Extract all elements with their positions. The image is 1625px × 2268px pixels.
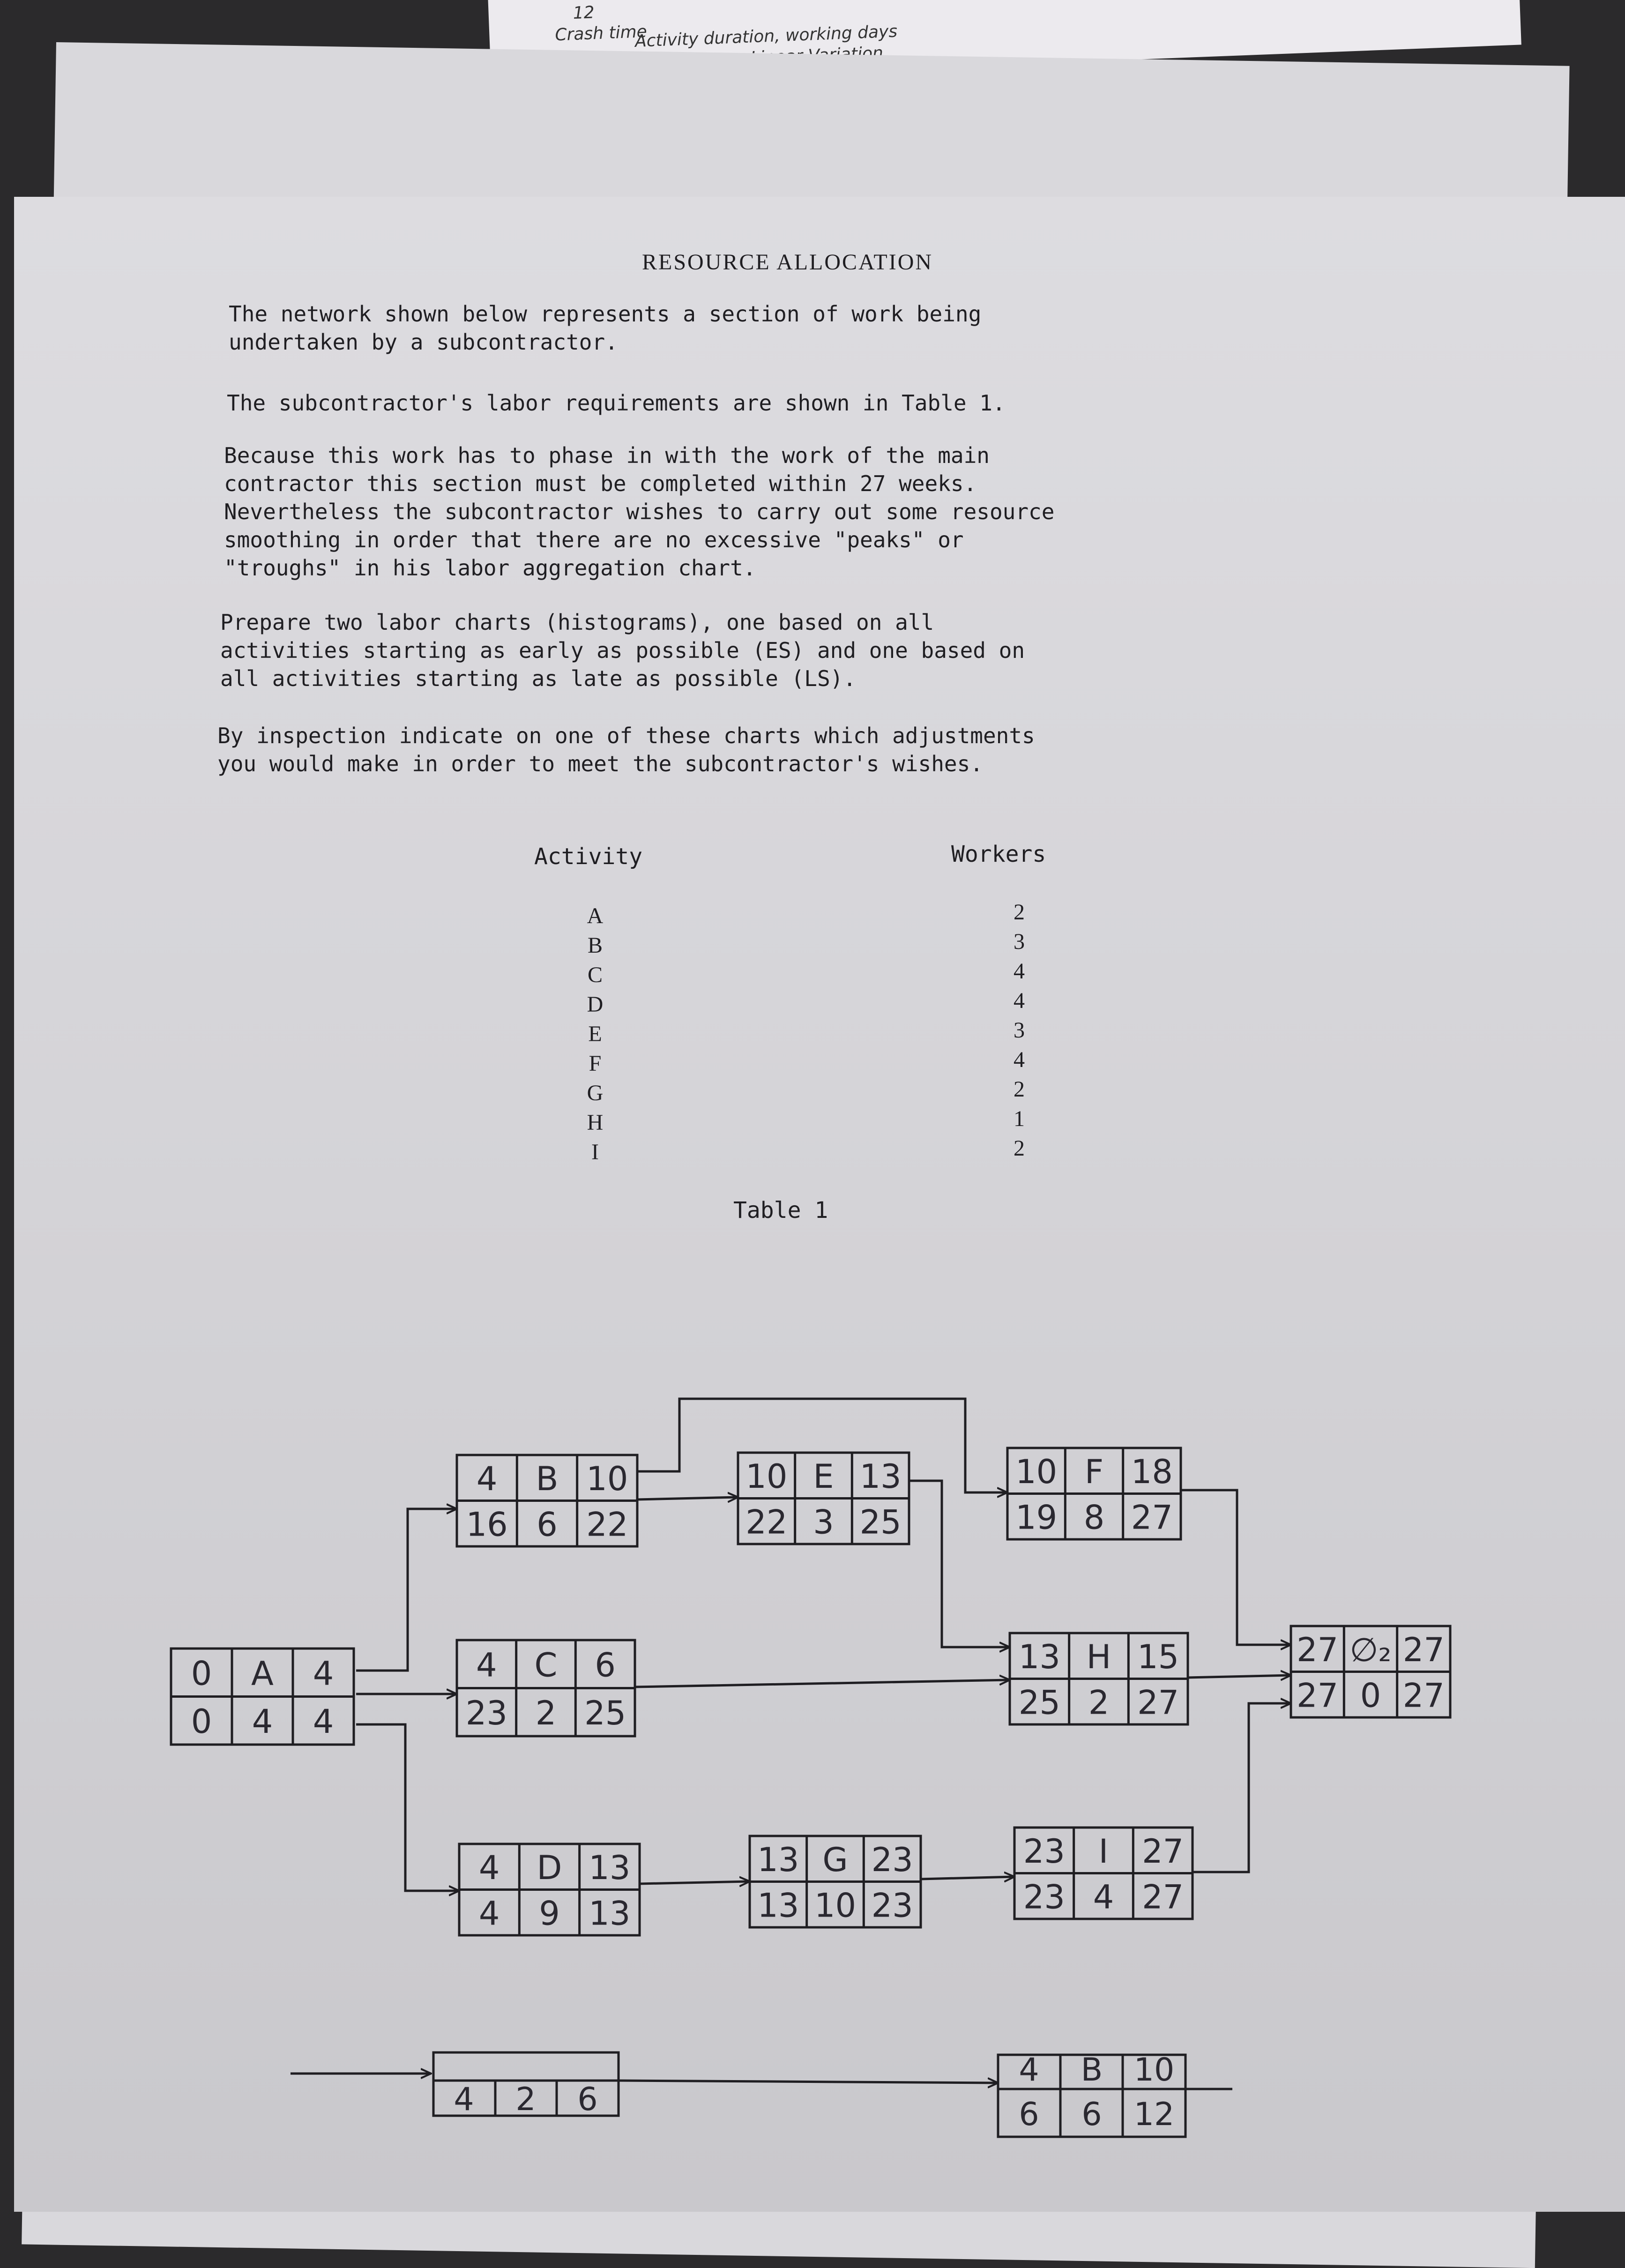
node-late-finish: 27 — [1402, 1676, 1445, 1715]
top-sheet-number: 12 — [572, 3, 595, 23]
node-duration: 4 — [252, 1702, 273, 1741]
node-late-finish: 27 — [1131, 1498, 1173, 1537]
partial-node-value: 4 — [1019, 2052, 1039, 2089]
node-late-finish: 27 — [1142, 1878, 1184, 1917]
node-early-finish: 4 — [313, 1654, 334, 1693]
top-sheet-crash-time: Crash time — [554, 22, 648, 45]
table-header-activity: Activity — [534, 843, 643, 870]
activity-node-E — [738, 1453, 909, 1544]
node-late-start: 27 — [1297, 1676, 1339, 1715]
node-activity-name: C — [534, 1646, 558, 1685]
table-header-workers: Workers — [951, 841, 1046, 867]
node-early-start: 4 — [478, 1848, 500, 1887]
node-early-start: 13 — [757, 1840, 799, 1879]
node-late-start: 4 — [478, 1894, 500, 1933]
activity-node-B — [457, 1455, 637, 1546]
node-duration: 0 — [1360, 1676, 1381, 1715]
link-partial-lower — [619, 2081, 998, 2083]
node-activity-name: A — [251, 1654, 274, 1693]
node-late-start: 16 — [466, 1505, 508, 1544]
partial-node-value: 2 — [515, 2081, 536, 2118]
node-early-start: 10 — [1015, 1452, 1058, 1491]
node-duration: 3 — [813, 1503, 834, 1542]
node-late-start: 22 — [745, 1503, 788, 1542]
node-late-start: 19 — [1015, 1498, 1058, 1537]
partial-node-lower-left — [433, 2052, 619, 2118]
node-activity-name: I — [1098, 1832, 1109, 1871]
node-late-start: 23 — [1023, 1878, 1065, 1917]
paragraph-5: By inspection indicate on one of these charts which adjustments you would make in order to meet the subcontractor's wishes. — [217, 723, 1035, 776]
table-cell-workers: 2 — [1014, 900, 1025, 925]
node-late-finish: 23 — [871, 1886, 913, 1925]
table-cell-activity: F — [589, 1051, 602, 1076]
activity-node-G — [750, 1836, 921, 1927]
node-activity-name: H — [1086, 1637, 1111, 1676]
table-cell-activity: C — [587, 962, 603, 987]
table-cell-workers: 3 — [1014, 929, 1025, 954]
activity-node-A — [171, 1649, 354, 1745]
activity-node-I — [1014, 1828, 1193, 1919]
link-a-d — [356, 1724, 459, 1891]
node-duration: 9 — [539, 1894, 560, 1933]
node-duration: 2 — [535, 1694, 557, 1732]
node-early-start: 10 — [745, 1457, 788, 1496]
node-late-start: 23 — [465, 1694, 507, 1732]
node-early-finish: 13 — [859, 1457, 902, 1496]
node-early-finish: 27 — [1142, 1832, 1184, 1871]
activity-node-C — [457, 1640, 635, 1736]
table-cell-activity: I — [591, 1140, 599, 1164]
activity-node-D — [459, 1844, 640, 1935]
paragraph-1: The network shown below represents a section of work being undertaken by a subcontractor. — [229, 301, 982, 355]
node-early-finish: 27 — [1402, 1630, 1445, 1669]
node-late-finish: 25 — [584, 1694, 626, 1732]
activity-node-H — [1010, 1633, 1188, 1724]
table-cell-workers: 4 — [1014, 1047, 1025, 1072]
link-b-e — [637, 1497, 738, 1500]
node-activity-name: F — [1084, 1452, 1104, 1491]
top-sheet-activity-duration: Activity duration, working days — [634, 22, 898, 51]
activity-node-end — [1291, 1626, 1450, 1717]
table-cell-workers: 2 — [1014, 1077, 1025, 1102]
partial-node-value: 6 — [1019, 2096, 1039, 2133]
node-duration: 4 — [1093, 1878, 1114, 1917]
node-early-start: 4 — [476, 1459, 498, 1498]
table-cell-activity: H — [587, 1110, 604, 1135]
node-duration: 6 — [537, 1505, 558, 1544]
node-early-start: 4 — [476, 1646, 497, 1685]
node-early-finish: 6 — [595, 1646, 616, 1685]
node-late-finish: 22 — [586, 1505, 628, 1544]
node-early-finish: 23 — [871, 1840, 913, 1879]
node-early-finish: 13 — [589, 1848, 631, 1887]
node-activity-name: E — [813, 1457, 834, 1496]
node-early-finish: 15 — [1137, 1637, 1179, 1676]
node-late-start: 13 — [757, 1886, 799, 1925]
network-nodes — [171, 1448, 1450, 2137]
node-late-finish: 27 — [1137, 1683, 1179, 1722]
partial-node-value: B — [1081, 2052, 1103, 2089]
document-title: RESOURCE ALLOCATION — [642, 250, 933, 275]
table-cell-activity: G — [587, 1081, 604, 1105]
table-cell-workers: 4 — [1014, 988, 1025, 1013]
table-cell-workers: 4 — [1014, 959, 1025, 984]
node-late-finish: 13 — [589, 1894, 631, 1933]
paragraph-3: Because this work has to phase in with the work of the main contractor this section must be completed within 27 weeks. Nevertheless the subcontractor wishes to carry out some resource smoothing in order that there are no excessive "peaks" or "troughs" in his labor aggregation chart. — [224, 443, 1055, 581]
paragraph-2: The subcontractor's labor requirements are shown in Table 1. — [227, 390, 1006, 416]
node-activity-name: ∅₂ — [1349, 1630, 1392, 1669]
node-early-start: 0 — [191, 1654, 212, 1693]
partial-node-value: 10 — [1133, 2052, 1175, 2089]
node-duration: 10 — [814, 1886, 857, 1925]
node-late-finish: 4 — [313, 1702, 334, 1741]
node-activity-name: B — [536, 1459, 559, 1498]
node-late-finish: 25 — [859, 1503, 902, 1542]
partial-node-lower-right — [998, 2052, 1232, 2137]
link-c-h — [635, 1680, 1010, 1687]
partial-node-value: 4 — [454, 2081, 474, 2118]
node-late-start: 0 — [191, 1702, 212, 1741]
table-cell-workers: 3 — [1014, 1018, 1025, 1043]
partial-node-value: 6 — [577, 2081, 598, 2118]
node-early-start: 27 — [1297, 1630, 1339, 1669]
table-cell-workers: 2 — [1014, 1136, 1025, 1161]
table-cell-activity: A — [587, 903, 604, 928]
table-cell-activity: E — [588, 1022, 602, 1046]
table-cell-activity: B — [587, 933, 603, 958]
link-e-h — [909, 1481, 1010, 1647]
link-d-g — [640, 1881, 750, 1884]
node-late-start: 25 — [1018, 1683, 1060, 1722]
table-caption: Table 1 — [733, 1197, 828, 1224]
node-early-start: 23 — [1023, 1832, 1065, 1871]
link-g-i — [921, 1877, 1014, 1879]
link-h-end — [1188, 1675, 1291, 1678]
node-early-finish: 10 — [586, 1459, 628, 1498]
partial-node-value: 12 — [1133, 2096, 1175, 2133]
node-early-start: 13 — [1018, 1637, 1060, 1676]
node-duration: 2 — [1088, 1683, 1110, 1722]
activity-node-F — [1007, 1448, 1181, 1539]
table-cell-workers: 1 — [1014, 1106, 1025, 1131]
link-i-end — [1193, 1703, 1291, 1872]
table-cell-activity: D — [587, 992, 604, 1017]
paragraph-4: Prepare two labor charts (histograms), one based on all activities starting as early as possible (ES) and one based on all activities starting as late as possible (LS). — [220, 610, 1025, 691]
link-f-end — [1181, 1490, 1291, 1645]
link-a-b — [356, 1509, 457, 1671]
partial-node-value: 6 — [1081, 2096, 1102, 2133]
node-activity-name: G — [822, 1840, 848, 1879]
node-duration: 8 — [1083, 1498, 1105, 1537]
node-activity-name: D — [537, 1848, 562, 1887]
node-early-finish: 18 — [1131, 1452, 1173, 1491]
